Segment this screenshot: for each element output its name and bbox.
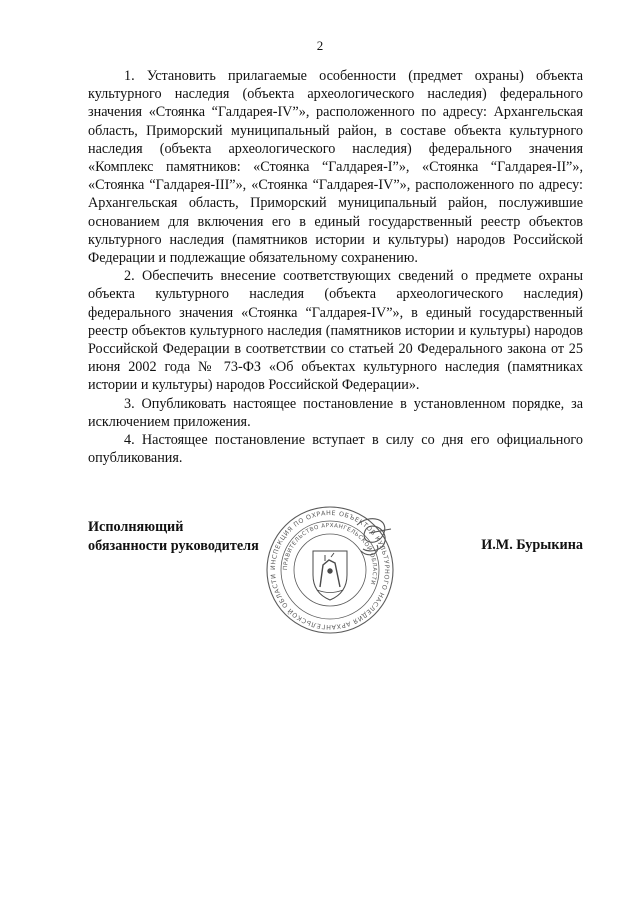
paragraph-4: 4. Настоящее постановление вступает в силу со дня его официального опубликования. xyxy=(88,432,583,467)
signer-role-line-1: Исполняющий xyxy=(88,519,184,535)
signer-role-line-2: обязанности руководителя xyxy=(88,537,259,554)
document-body xyxy=(88,67,583,467)
official-seal xyxy=(265,505,395,635)
paragraph-1: 1. Установить прилагаемые особенности (предмет охраны) объекта культурного наследия (объекта археологического наследия) федерального значения «Стоянка “Галдарея-IV”», расположенного по адресу: Архангельская область, Приморский муниципальный район, в составе объекта культурного наследия (объекта археологического наследия) федерального значения «Комплекс памятников: «Стоянка “Галдарея-I”», «Стоянка “Галдарея-II”», «Стоянка “Галдарея-III”», «Стоянка “Галдарея-IV”», расположенного по адресу: Архангельская область, Приморский муниципальный район, послужившие основанием для включения его в единый государственный реестр объектов культурного наследия (памятников истории и культуры) народов Российской Федерации и подлежащие обязательному сохранению. xyxy=(88,68,583,267)
seal-outer-text: ИНСПЕКЦИЯ ПО ОХРАНЕ ОБЪЕКТОВ КУЛЬТУРНОГО НАСЛЕДИЯ АРХАНГЕЛЬСКОЙ ОБЛАСТИ xyxy=(269,509,391,631)
coat-of-arms-icon xyxy=(313,551,347,600)
paragraph-3: 3. Опубликовать настоящее постановление в установленном порядке, за исключением приложения. xyxy=(88,395,583,430)
signer-name: И.М. Бурыкина xyxy=(481,537,583,553)
seal-inner-text: ПРАВИТЕЛЬСТВО АРХАНГЕЛЬСКОЙ ОБЛАСТИ xyxy=(282,522,378,586)
page-number: 2 xyxy=(316,38,324,53)
signer-role xyxy=(88,518,259,555)
paragraph-2: 2. Обеспечить внесение соответствующих сведений о предмете охраны объекта культурного наследия (объекта археологического наследия) федерального значения «Стоянка “Галдарея-IV”», в единый государственный реестр объектов культурного наследия (памятников истории и культуры) народов Российской Федерации в соответствии со статьей 20 Федерального закона от 25 июня 2002 года № 73-ФЗ «Об объектах культурного наследия (памятниках истории и культуры) народов Российской Федерации». xyxy=(88,268,583,394)
